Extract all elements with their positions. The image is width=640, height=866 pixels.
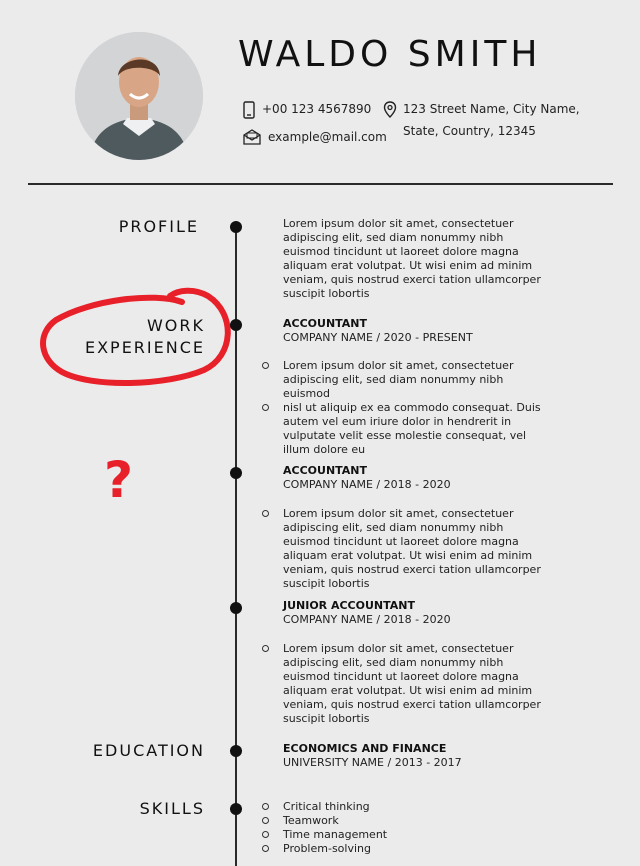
header-divider	[28, 183, 613, 185]
profile-heading: PROFILE	[118, 217, 199, 236]
job-bullet-text: Lorem ipsum dolor sit amet, consectetuer adipiscing elit, sed diam nonummy nibh euismod tincidunt ut laoreet dolore magna aliquam erat volutpat. Ut wisi enim ad minim veniam, quis nostrud exerci tation ullamcorper suscipit lobortis	[283, 642, 541, 725]
bullet-marker	[262, 362, 269, 369]
bullet-marker	[262, 404, 269, 411]
profile-text: Lorem ipsum dolor sit amet, consectetuer adipiscing elit, sed diam nonummy nibh euismod tincidunt ut laoreet dolore magna aliquam erat volutpat. Ut wisi enim ad minim veniam, quis nostrud exerci tation ullamcorper suscipit lobortis	[283, 217, 541, 300]
bullet-marker	[262, 645, 269, 652]
job-bullet-text: Lorem ipsum dolor sit amet, consectetuer adipiscing elit, sed diam nonummy nibh euismod tincidunt ut laoreet dolore magna aliquam erat volutpat. Ut wisi enim ad minim veniam, quis nostrud exerci tation ullamcorper suscipit lobortis	[283, 507, 541, 590]
skill-item: Critical thinking	[283, 800, 370, 813]
job-company: COMPANY NAME / 2020 - PRESENT	[283, 331, 473, 344]
address-line-2: State, Country, 12345	[403, 124, 536, 138]
skills-heading: SKILLS	[139, 799, 205, 818]
phone-icon	[242, 101, 256, 119]
candidate-name: WALDO SMITH	[238, 34, 542, 75]
timeline-dot	[230, 745, 242, 757]
education-heading: EDUCATION	[92, 741, 205, 760]
skill-item: Problem-solving	[283, 842, 371, 855]
timeline-dot	[230, 467, 242, 479]
profile-photo	[75, 32, 203, 160]
job-title: JUNIOR ACCOUNTANT	[283, 599, 415, 612]
job-bullet-text: nisl ut aliquip ex ea commodo consequat. Duis autem vel eum iriure dolor in hendrerit in vulputate velit esse molestie consequat, vel illum dolore eu	[283, 401, 541, 456]
timeline-dot	[230, 803, 242, 815]
education-school: UNIVERSITY NAME / 2013 - 2017	[283, 756, 462, 769]
location-pin-icon	[383, 101, 397, 119]
address-line-1: 123 Street Name, City Name,	[403, 102, 580, 116]
person-photo-illustration	[75, 32, 203, 160]
bullet-marker	[262, 845, 269, 852]
mail-icon	[242, 129, 262, 145]
bullet-marker	[262, 831, 269, 838]
bullet-marker	[262, 803, 269, 810]
job-company: COMPANY NAME / 2018 - 2020	[283, 613, 451, 626]
work-heading-line-1: WORK	[146, 316, 205, 335]
education-degree: ECONOMICS AND FINANCE	[283, 742, 447, 755]
phone-contact	[242, 98, 371, 120]
phone-number: +00 123 4567890	[262, 102, 372, 116]
email-address: example@mail.com	[268, 130, 387, 144]
timeline-dot	[230, 319, 242, 331]
job-title: ACCOUNTANT	[283, 317, 368, 330]
email-contact	[242, 126, 387, 148]
job-bullet-text: Lorem ipsum dolor sit amet, consectetuer adipiscing elit, sed diam nonummy nibh euismod	[283, 359, 514, 400]
skill-item: Time management	[283, 828, 388, 841]
question-mark-annotation: ?	[104, 451, 134, 509]
job-company: COMPANY NAME / 2018 - 2020	[283, 478, 451, 491]
work-heading-line-2: EXPERIENCE	[84, 338, 205, 357]
timeline-dot	[230, 221, 242, 233]
bullet-marker	[262, 817, 269, 824]
red-circle-annotation	[38, 284, 238, 394]
address-contact	[383, 98, 580, 142]
bullet-marker	[262, 510, 269, 517]
job-title: ACCOUNTANT	[283, 464, 368, 477]
timeline-dot	[230, 602, 242, 614]
skill-item: Teamwork	[283, 814, 339, 827]
